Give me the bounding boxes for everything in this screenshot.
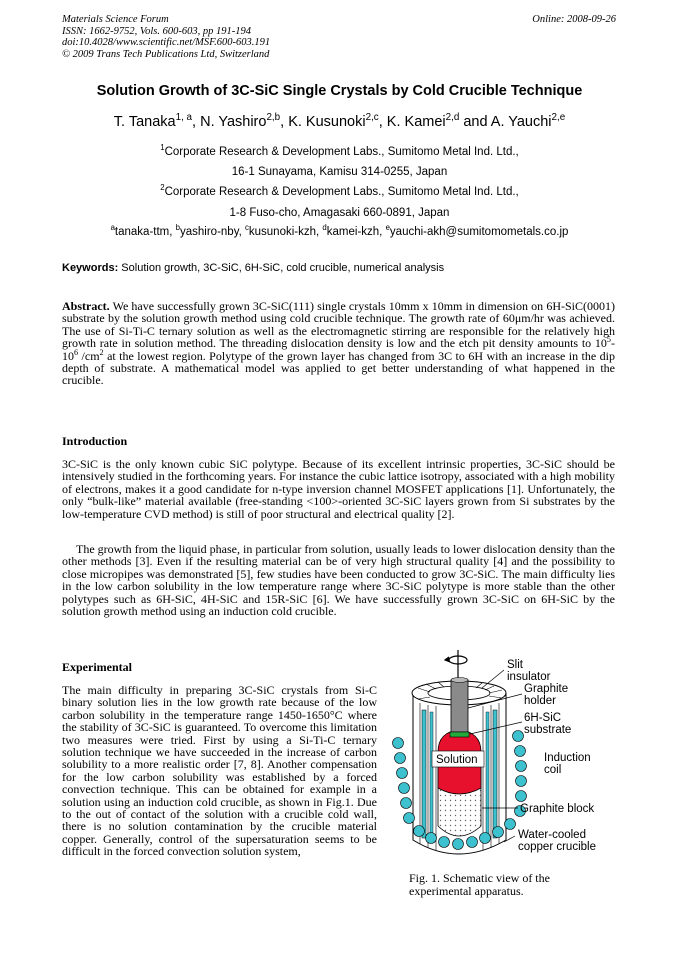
introduction-heading: Introduction (62, 434, 128, 448)
affiliation-2-line-1: $^2$Corporate Research & Development Labs., Sumitomo Metal Ind. Ltd., (160, 183, 519, 198)
substrate-label: substrate (524, 724, 572, 736)
water-cooled-label: Water-cooled (518, 829, 586, 841)
experimental-paragraph: The main difficulty in preparing 3C-SiC crystals from Si-C binary solution lies in the low growth rate because of the low carbon solubility in the temperature range 1450-1650°C where the stability of 3C-SiC is guaranteed. To overcome this limitation two measures were tried. First by using a Si-Ti-C ternary solution technique we have succeeded in the increase of carbon solubility to a more realistic order [7, 8]. Another compensation for the low carbon solubility was established by a forced convection technique. This can be obtained for example in a solution using an induction cold crucible, as shown in Fig.1. Due to the out of contact of the solution with a crucible cold wall, there is no solution contamination by the crucible material copper. Generally, control of the supersaturation seems to be difficult in the forced convection solution system, (62, 683, 377, 859)
doi: doi:10.4028/www.scientific.net/MSF.600-603.191 (62, 37, 271, 48)
experimental-heading: Experimental (62, 660, 132, 674)
running-header (62, 14, 270, 60)
author: N. Yashiro$^{2,b}$ (200, 112, 281, 130)
author: A. Yauchi$^{2,e}$ (490, 112, 566, 130)
6h-sic-substrate (450, 732, 469, 737)
issn: ISSN: 1662-9752, Vols. 600-603, pp 191-194 (62, 25, 251, 37)
graphite-block-label: Graphite block (520, 803, 595, 815)
graphite-label: Graphite (524, 683, 569, 695)
keywords: Keywords: Solution growth, 3C-SiC, 6H-SiC, cold crucible, numerical analysis (62, 262, 445, 274)
abstract: Abstract. We have successfully grown 3C-SiC(111) single crystals 10mm x 10mm in dimension on 6H-SiC(0001) substrate by the solution growth method using cold crucible technique. The growth rate of 60μm/hr was achieved. The use of Si-Ti-C ternary solution as well as the electromagnetic stirring are responsible for the relatively high growth rate in solution method. The threading dislocation density is low and the etch pit density amounts to $10^5-10^6$ $/cm^2$ at the lowest region. Polytype of the grown layer has changed from 3C to 6H with an increase in the dip depth of substrate. A mathematical model was applied to get better understanding of what happened in the crucible. (62, 299, 615, 388)
slit-label: Slit (507, 659, 523, 671)
author: K. Kusunoki$^{2,c}$ (288, 112, 379, 130)
author-list: T. Tanaka$^{1, a}$, N. Yashiro$^{2,b}$, K. Kusunoki$^{2,c}$, K. Kamei$^{2,d}$ and A. Yauchi$^{2,e}$ (113, 112, 566, 130)
affiliation-1-line-1: $^1$Corporate Research & Development Labs., Sumitomo Metal Ind. Ltd., (160, 143, 519, 158)
insulator-label: insulator (507, 671, 551, 683)
author: T. Tanaka$^{1, a}$ (113, 112, 193, 130)
affiliation-1-line-2: 16-1 Sunayama, Kamisu 314-0255, Japan (231, 166, 448, 178)
apparatus-diagram (378, 648, 618, 870)
affiliation-2-line-2: 1-8 Fuso-cho, Amagasaki 660-0891, Japan (229, 207, 450, 219)
coil-label: coil (544, 764, 562, 776)
rotation-arrow-icon (445, 650, 467, 680)
induction-label: Induction (544, 752, 591, 764)
email-list: $^a$tanaka-ttm, $^b$yashiro-nby, $^c$kusunoki-kzh, $^d$kamei-kzh, $^e$yauchi-akh@sumitomometals.co.jp (110, 223, 569, 238)
solution-label: Solution (436, 754, 478, 766)
introduction-paragraph-1: 3C-SiC is the only known cubic SiC polytype. Because of its excellent intrinsic properties, 3C-SiC should be intensively studied in the forthcoming years. For instance the cubic lattice isotropy, associated with a high mobility of electrons, makes it a good candidate for n-type inversion channel MOSFET applications [1]. Unfortunately, the only “bulk-like” material available (free-standing <100>-oriented 3C-SiC layers grown from Si substrates by the low-temperature CVD method) is still of poor structural and electrical quality [2]. (62, 457, 615, 521)
paper-title: Solution Growth of 3C-SiC Single Crystals by Cold Crucible Technique (96, 83, 583, 99)
copper-crucible-label: copper crucible (518, 841, 596, 853)
introduction-paragraph-2: The growth from the liquid phase, in particular from solution, usually leads to lower dislocation density than the other methods [3]. Even if the resulting material can be of very high structural quality [4] and the possibility to close micropipes was demonstrated [5], few studies have been conducted to grow 3C-SiC. The main difficulty lies in the low carbon solubility in the low temperature range where 3C-SiC polytype is more stable than the other polytypes such as 6H-SiC, 4H-SiC and 15R-SiC [6]. We have successfully grown 3C-SiC on 6H-SiC by the solution growth method using an induction cold crucible. (62, 542, 615, 619)
copyright: © 2009 Trans Tech Publications Ltd, Switzerland (62, 48, 270, 60)
sic-label: 6H-SiC (524, 712, 562, 724)
journal-name: Materials Science Forum (62, 14, 169, 25)
holder-label: holder (524, 695, 556, 707)
figure-1 (378, 648, 618, 870)
author: K. Kamei$^{2,d}$ (386, 112, 460, 130)
figure-1-caption: Fig. 1. Schematic view of the experimental apparatus. (409, 871, 550, 898)
graphite-holder (451, 680, 468, 732)
online-date: Online: 2008-09-26 (532, 14, 616, 25)
